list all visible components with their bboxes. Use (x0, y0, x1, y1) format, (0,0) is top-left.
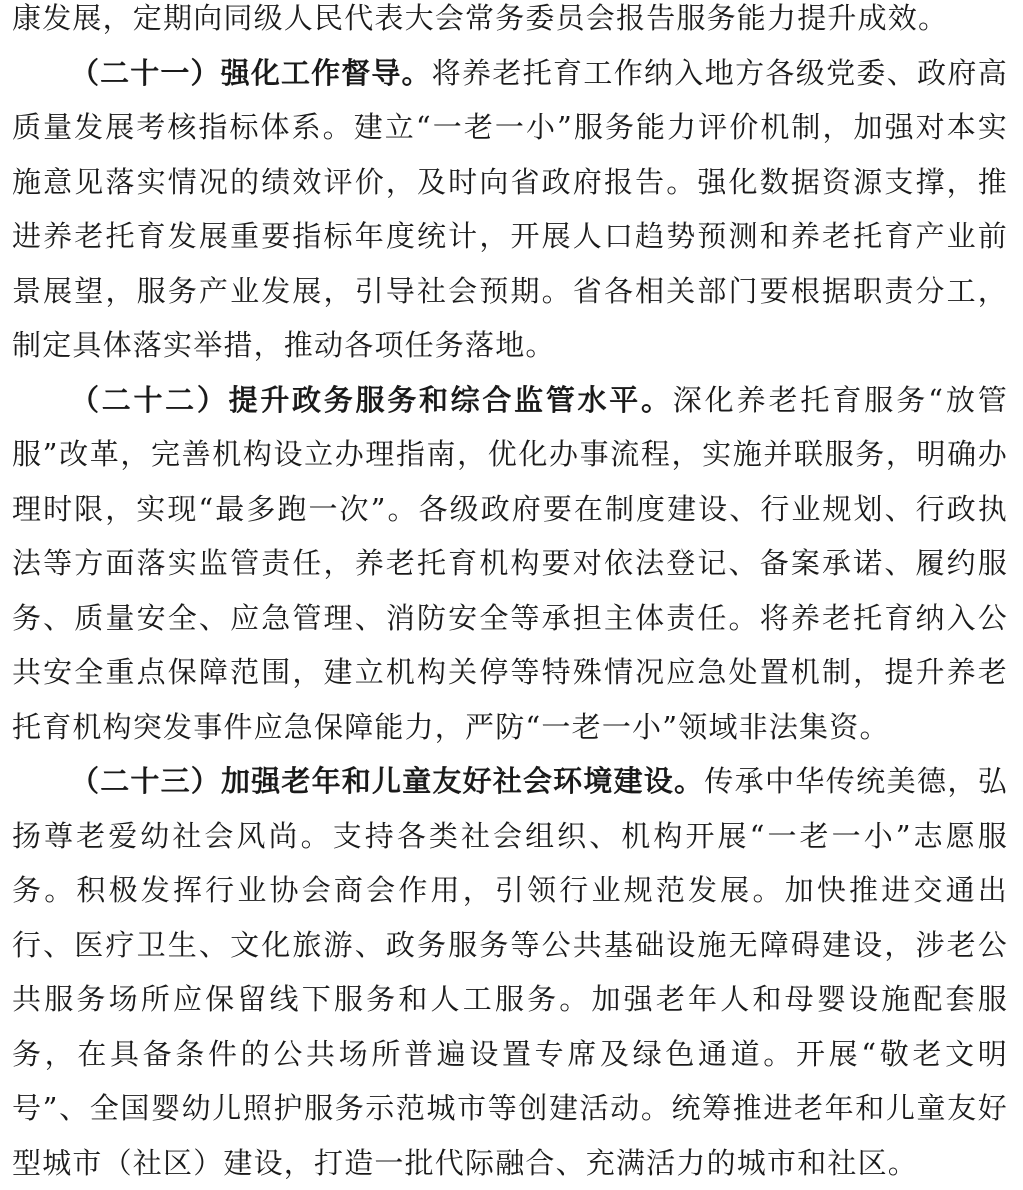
document-page (12, 0, 1008, 1190)
section-21-body: 将养老托育工作纳入地方各级党委、政府高质量发展考核指标体系。建立“一老一小”服务能力评价机制，加强对本实施意见落实情况的绩效评价，及时向省政府报告。强化数据资源支撑，推进养老托育发展重要指标年度统计，开展人口趋势预测和养老托育产业前景展望，服务产业发展，引导社会预期。省各相关部门要根据职责分工，制定具体落实举措，推动各项任务落地。 (12, 55, 1008, 362)
paragraph-text: 康发展，定期向同级人民代表大会常务委员会报告服务能力提升成效。 (12, 1, 949, 35)
section-22-heading: （二十二）提升政务服务和综合监管水平。 (70, 382, 673, 417)
section-23-paragraph (12, 754, 1008, 1190)
section-23-heading: （二十三）加强老年和儿童友好社会环境建设。 (70, 764, 705, 798)
section-22-body: 深化养老托育服务“放管服”改革，完善机构设立办理指南，优化办事流程，实施并联服务，明确办理时限，实现“最多跑一次”。各级政府要在制度建设、行业规划、行政执法等方面落实监管责任，养老托育机构要对依法登记、备案承诺、履约服务、质量安全、应急管理、消防安全等承担主体责任。将养老托育纳入公共安全重点保障范围，建立机构关停等特殊情况应急处置机制，提升养老托育机构突发事件应急保障能力，严防“一老一小”领域非法集资。 (12, 382, 1008, 744)
section-22-paragraph (12, 373, 1008, 755)
section-21-heading: （二十一）强化工作督导。 (70, 55, 432, 90)
section-21-paragraph (12, 46, 1008, 373)
paragraph-continuation (12, 0, 1008, 46)
section-23-body: 传承中华传统美德，弘扬尊老爱幼社会风尚。支持各类社会组织、机构开展“一老一小”志愿服务。积极发挥行业协会商会作用，引领行业规范发展。加快推进交通出行、医疗卫生、文化旅游、政务服务等公共基础设施无障碍建设，涉老公共服务场所应保留线下服务和人工服务。加强老年人和母婴设施配套服务，在具备条件的公共场所普遍设置专席及绿色通道。开展“敬老文明号”、全国婴幼儿照护服务示范城市等创建活动。统筹推进老年和儿童友好型城市（社区）建设，打造一批代际融合、充满活力的城市和社区。 (12, 764, 1008, 1180)
